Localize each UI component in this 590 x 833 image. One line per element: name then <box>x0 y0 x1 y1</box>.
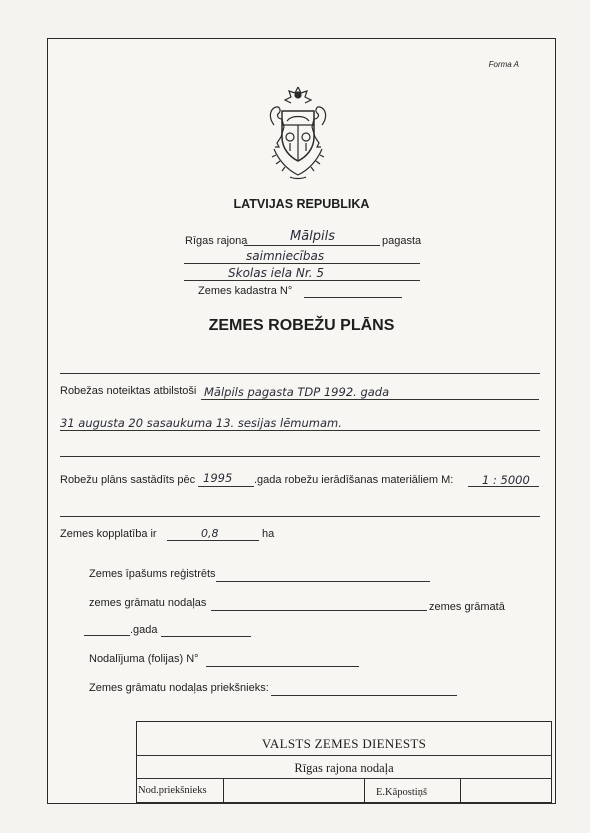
plan-label: Robežu plāns sastādīts pēc <box>60 474 196 486</box>
boundaries-label: Robežas noteiktas atbilstoši <box>60 385 197 397</box>
boundaries-field-value-1: Mālpils pagasta TDP 1992. gada <box>204 385 390 399</box>
registered-field-line <box>216 581 430 582</box>
year-prefix-line <box>84 635 130 636</box>
line2-field-line <box>184 263 420 264</box>
cadastre-field-line <box>304 297 402 298</box>
registered-label: Zemes īpašums reģistrēts <box>89 568 216 580</box>
document-title: ZEMES ROBEŽU PLĀNS <box>208 317 395 334</box>
parish-label: pagasta <box>382 235 422 247</box>
country-title: LATVIJAS REPUBLIKA <box>233 197 370 211</box>
form-label: Forma A <box>488 60 519 69</box>
folio-label: Nodalījuma (folijas) N° <box>89 653 199 665</box>
area-unit: ha <box>262 528 275 540</box>
area-field-line <box>167 540 259 541</box>
stamp-office-name: Rīgas rajona nodaļa <box>294 761 394 775</box>
latvia-coat-of-arms-icon <box>260 83 336 185</box>
boundaries-field-line-2 <box>60 430 540 431</box>
department-label: zemes grāmatu nodaļas <box>89 597 207 609</box>
registry-head-label: Zemes grāmatu nodaļas priekšnieks: <box>89 682 269 694</box>
stamp-cell-divider-1 <box>223 778 224 803</box>
plan-year-line <box>198 486 254 487</box>
stamp-cell-divider-3 <box>460 778 461 803</box>
district-field-value: Mālpils <box>290 229 336 244</box>
stamp-head-label: Nod.priekšnieks <box>138 785 207 796</box>
department-field-line <box>211 610 427 611</box>
stamp-divider-1 <box>136 755 552 756</box>
plan-middle-text: .gada robežu ierādīšanas materiāliem M: <box>254 474 454 486</box>
stamp-head-name: E.Kāpostiņš <box>376 787 428 798</box>
book-label: zemes grāmatā <box>429 601 505 613</box>
line3-field-value: Skolas iela Nr. 5 <box>228 266 324 280</box>
plan-year-value: 1995 <box>203 471 233 485</box>
separator-line <box>60 373 540 374</box>
district-field-line <box>244 245 380 246</box>
stamp-divider-2 <box>136 778 552 779</box>
year-field-line <box>161 636 251 637</box>
area-label: Zemes kopplatība ir <box>60 528 157 540</box>
boundaries-field-line-1 <box>201 399 539 400</box>
stamp-cell-divider-2 <box>364 778 365 803</box>
blank-line-1 <box>60 456 540 457</box>
district-label: Rīgas rajona <box>185 235 248 247</box>
registry-head-field-line <box>271 695 457 696</box>
cadastre-label: Zemes kadastra N° <box>198 285 293 297</box>
plan-scale-value: 1 : 5000 <box>482 473 530 487</box>
folio-field-line <box>206 666 359 667</box>
form-sheet <box>47 38 556 804</box>
blank-line-2 <box>60 516 540 517</box>
line2-field-value: saimniecības <box>246 249 325 263</box>
line3-field-line <box>184 280 420 281</box>
area-field-value: 0,8 <box>201 527 219 540</box>
boundaries-field-value-2: 31 augusta 20 sasaukuma 13. sesijas lēmumam. <box>60 416 342 430</box>
year-suffix-label: .gada <box>130 624 158 636</box>
stamp-service-name: VALSTS ZEMES DIENESTS <box>261 736 427 751</box>
